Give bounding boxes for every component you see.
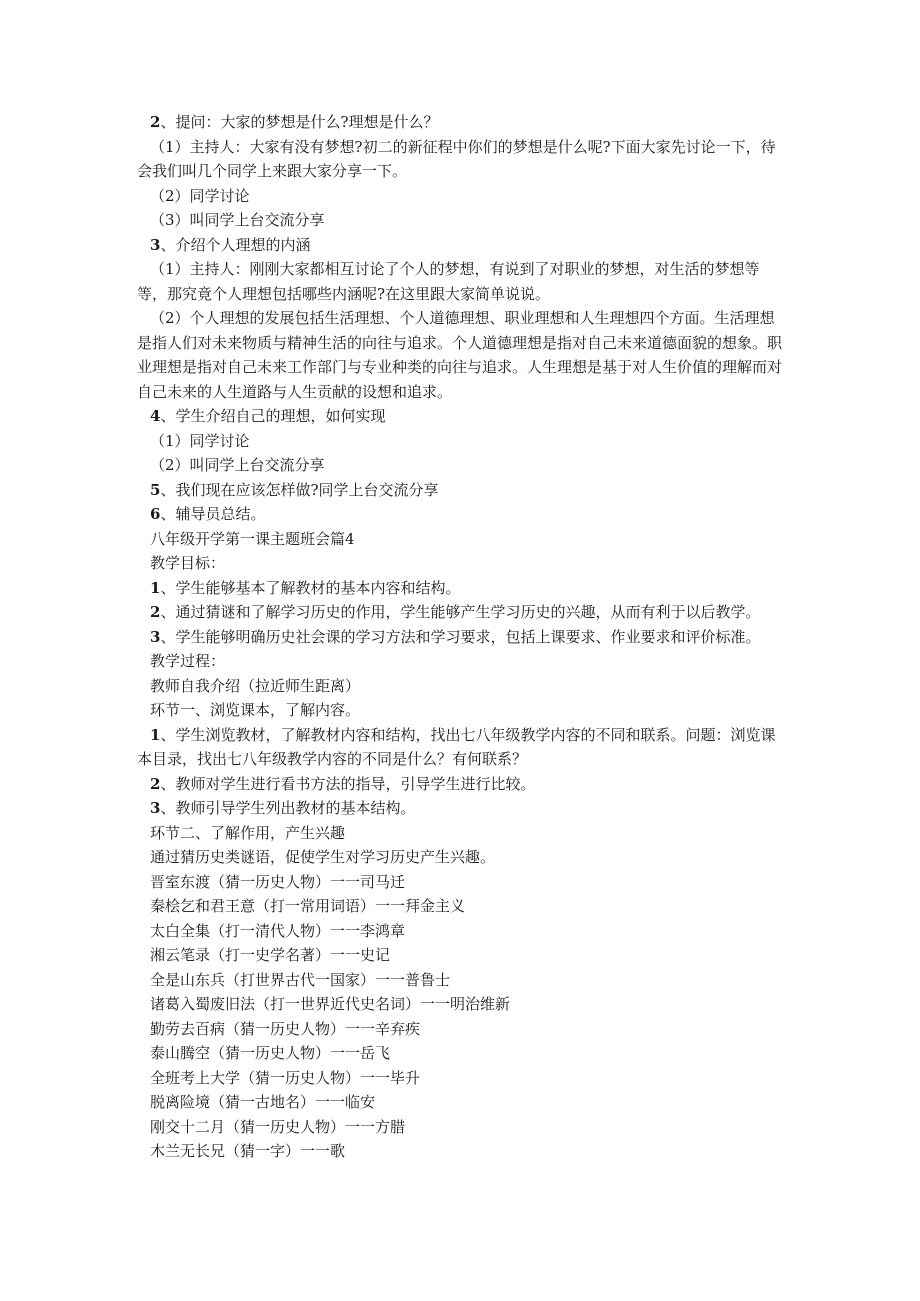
paragraph-text: 脱离险境（猜一古地名）一一临安 <box>150 1093 376 1111</box>
paragraph-text: 教师自我介绍（拉近师生距离） <box>150 676 361 695</box>
step-2 <box>137 772 787 797</box>
riddle-line <box>137 1017 787 1042</box>
riddle-line <box>137 919 787 944</box>
item-4-heading <box>137 404 787 429</box>
item-5-heading <box>137 478 787 503</box>
paragraph-text: 秦桧乞和君王意（打一常用词语）一一拜金主义 <box>150 897 466 915</box>
paragraph-text: （2）叫同学上台交流分享 <box>150 456 325 474</box>
document-body <box>137 110 787 1164</box>
item-number: 1 <box>150 725 161 744</box>
paragraph-text: 诸葛入蜀废旧法（打一世界近代史名词）一一明治维新 <box>150 995 511 1013</box>
item-number: 2 <box>150 603 161 621</box>
riddle-line <box>137 1090 787 1115</box>
paragraph-text: 泰山腾空（猜一历史人物）一一岳飞 <box>150 1044 391 1062</box>
paragraph-text: （1）主持人：大家有没有梦想?初二的新征程中你们的梦想是什么呢?下面大家先讨论一下，待会我们叫几个同学上来跟大家分享一下。 <box>137 137 776 180</box>
item-number: 6 <box>150 505 161 523</box>
riddle-line <box>137 1066 787 1091</box>
paragraph-text: （2）同学讨论 <box>150 186 250 205</box>
riddle-line <box>137 1115 787 1140</box>
paragraph <box>137 845 787 870</box>
paragraph <box>137 257 787 306</box>
paragraph-text: （1）主持人：刚刚大家都相互讨论了个人的梦想，有说到了对职业的梦想，对生活的梦想等等，那究竟个人理想包括哪些内涵呢?在这里跟大家简单说说。 <box>137 260 760 303</box>
paragraph <box>137 184 787 209</box>
paragraph-text: 木兰无长兄（猜一字）一一歌 <box>150 1142 346 1160</box>
item-number: 4 <box>150 407 161 425</box>
item-2-heading <box>137 110 787 135</box>
paragraph-text: 刚交十二月（猜一历史人物）一一方腊 <box>150 1117 406 1136</box>
paragraph-text: 湘云笔录（打一史学名著）一一史记 <box>150 946 391 964</box>
paragraph <box>137 306 787 404</box>
item-number: 3 <box>150 235 161 254</box>
item-number: 3 <box>150 799 161 817</box>
riddle-line <box>137 870 787 895</box>
paragraph-text: 教学目标： <box>150 554 226 572</box>
paragraph-text: 全是山东兵（打世界古代一国家）一一普鲁士 <box>150 970 451 989</box>
objective-1 <box>137 576 787 601</box>
riddle-line <box>137 1041 787 1066</box>
paragraph-text: （3）叫同学上台交流分享 <box>150 211 325 229</box>
paragraph <box>137 453 787 478</box>
paragraph-text: 晋室东渡（猜一历史人物）一一司马迁 <box>150 872 406 891</box>
riddle-line <box>137 992 787 1017</box>
paragraph <box>137 649 787 674</box>
paragraph-text: 环节一、浏览课本，了解内容。 <box>150 701 361 719</box>
paragraph-text: 、介绍个人理想的内涵 <box>160 235 311 254</box>
item-number: 3 <box>150 627 161 646</box>
step-3 <box>137 796 787 821</box>
paragraph-text: （2）个人理想的发展包括生活理想、个人道德理想、职业理想和人生理想四个方面。生活理想是指人们对未来物质与精神生活的向往与追求。个人道德理想是指对自己未来道德面貌的想象。职业理想是指对自己未来工作部门与专业种类的向往与追求。人生理想是基于对人生价值的理解而对自己未来的人生道路与人生贡献的设想和追求。 <box>137 309 783 401</box>
paragraph-text: 通过猜历史类谜语，促使学生对学习历史产生兴趣。 <box>150 848 496 866</box>
paragraph-text: 、学生能够明确历史社会课的学习方法和学习要求，包括上课要求、作业要求和评价标准。 <box>160 627 761 646</box>
paragraph-text: 、学生介绍自己的理想，如何实现 <box>160 407 386 425</box>
item-number: 2 <box>150 774 161 793</box>
riddle-line <box>137 1139 787 1164</box>
objective-2 <box>137 600 787 625</box>
paragraph <box>137 135 787 184</box>
paragraph-text: 、教师对学生进行看书方法的指导，引导学生进行比较。 <box>160 774 536 793</box>
section-title <box>137 527 787 552</box>
paragraph-text: 勤劳去百病（猜一历史人物）一一辛弃疾 <box>150 1019 421 1038</box>
item-number: 5 <box>150 480 161 499</box>
paragraph <box>137 429 787 454</box>
paragraph-text: 、通过猜谜和了解学习历史的作用，学生能够产生学习历史的兴趣，从而有利于以后教学。 <box>160 603 761 621</box>
paragraph-text: 、辅导员总结。 <box>160 505 266 523</box>
paragraph <box>137 551 787 576</box>
item-number: 1 <box>150 578 161 597</box>
paragraph-text: 太白全集（打一清代人物）一一李鸿章 <box>150 921 406 940</box>
riddle-line <box>137 894 787 919</box>
paragraph-text: 八年级开学第一课主题班会篇4 <box>150 529 355 548</box>
paragraph-text: 教学过程： <box>150 652 226 670</box>
paragraph-text: 全班考上大学（猜一历史人物）一一毕升 <box>150 1068 421 1087</box>
paragraph <box>137 674 787 699</box>
paragraph-text: 、教师引导学生列出教材的基本结构。 <box>160 799 416 817</box>
item-3-heading <box>137 233 787 258</box>
paragraph-text: 环节二、了解作用，产生兴趣 <box>150 823 346 842</box>
riddle-line <box>137 968 787 993</box>
paragraph-text: 、我们现在应该怎样做?同学上台交流分享 <box>160 480 439 499</box>
item-number: 2 <box>150 113 161 131</box>
paragraph <box>137 208 787 233</box>
item-6-heading <box>137 502 787 527</box>
riddle-line <box>137 943 787 968</box>
objective-3 <box>137 625 787 650</box>
paragraph-text: 、提问：大家的梦想是什么?理想是什么？ <box>160 113 439 131</box>
paragraph-text: 、学生浏览教材，了解教材内容和结构，找出七八年级教学内容的不同和联系。问题：浏览课本目录，找出七八年级教学内容的不同是什么？有何联系？ <box>137 725 776 768</box>
paragraph-text: 、学生能够基本了解教材的基本内容和结构。 <box>160 578 461 597</box>
paragraph <box>137 698 787 723</box>
step-1 <box>137 723 787 772</box>
paragraph-text: （1）同学讨论 <box>150 431 250 450</box>
paragraph <box>137 821 787 846</box>
